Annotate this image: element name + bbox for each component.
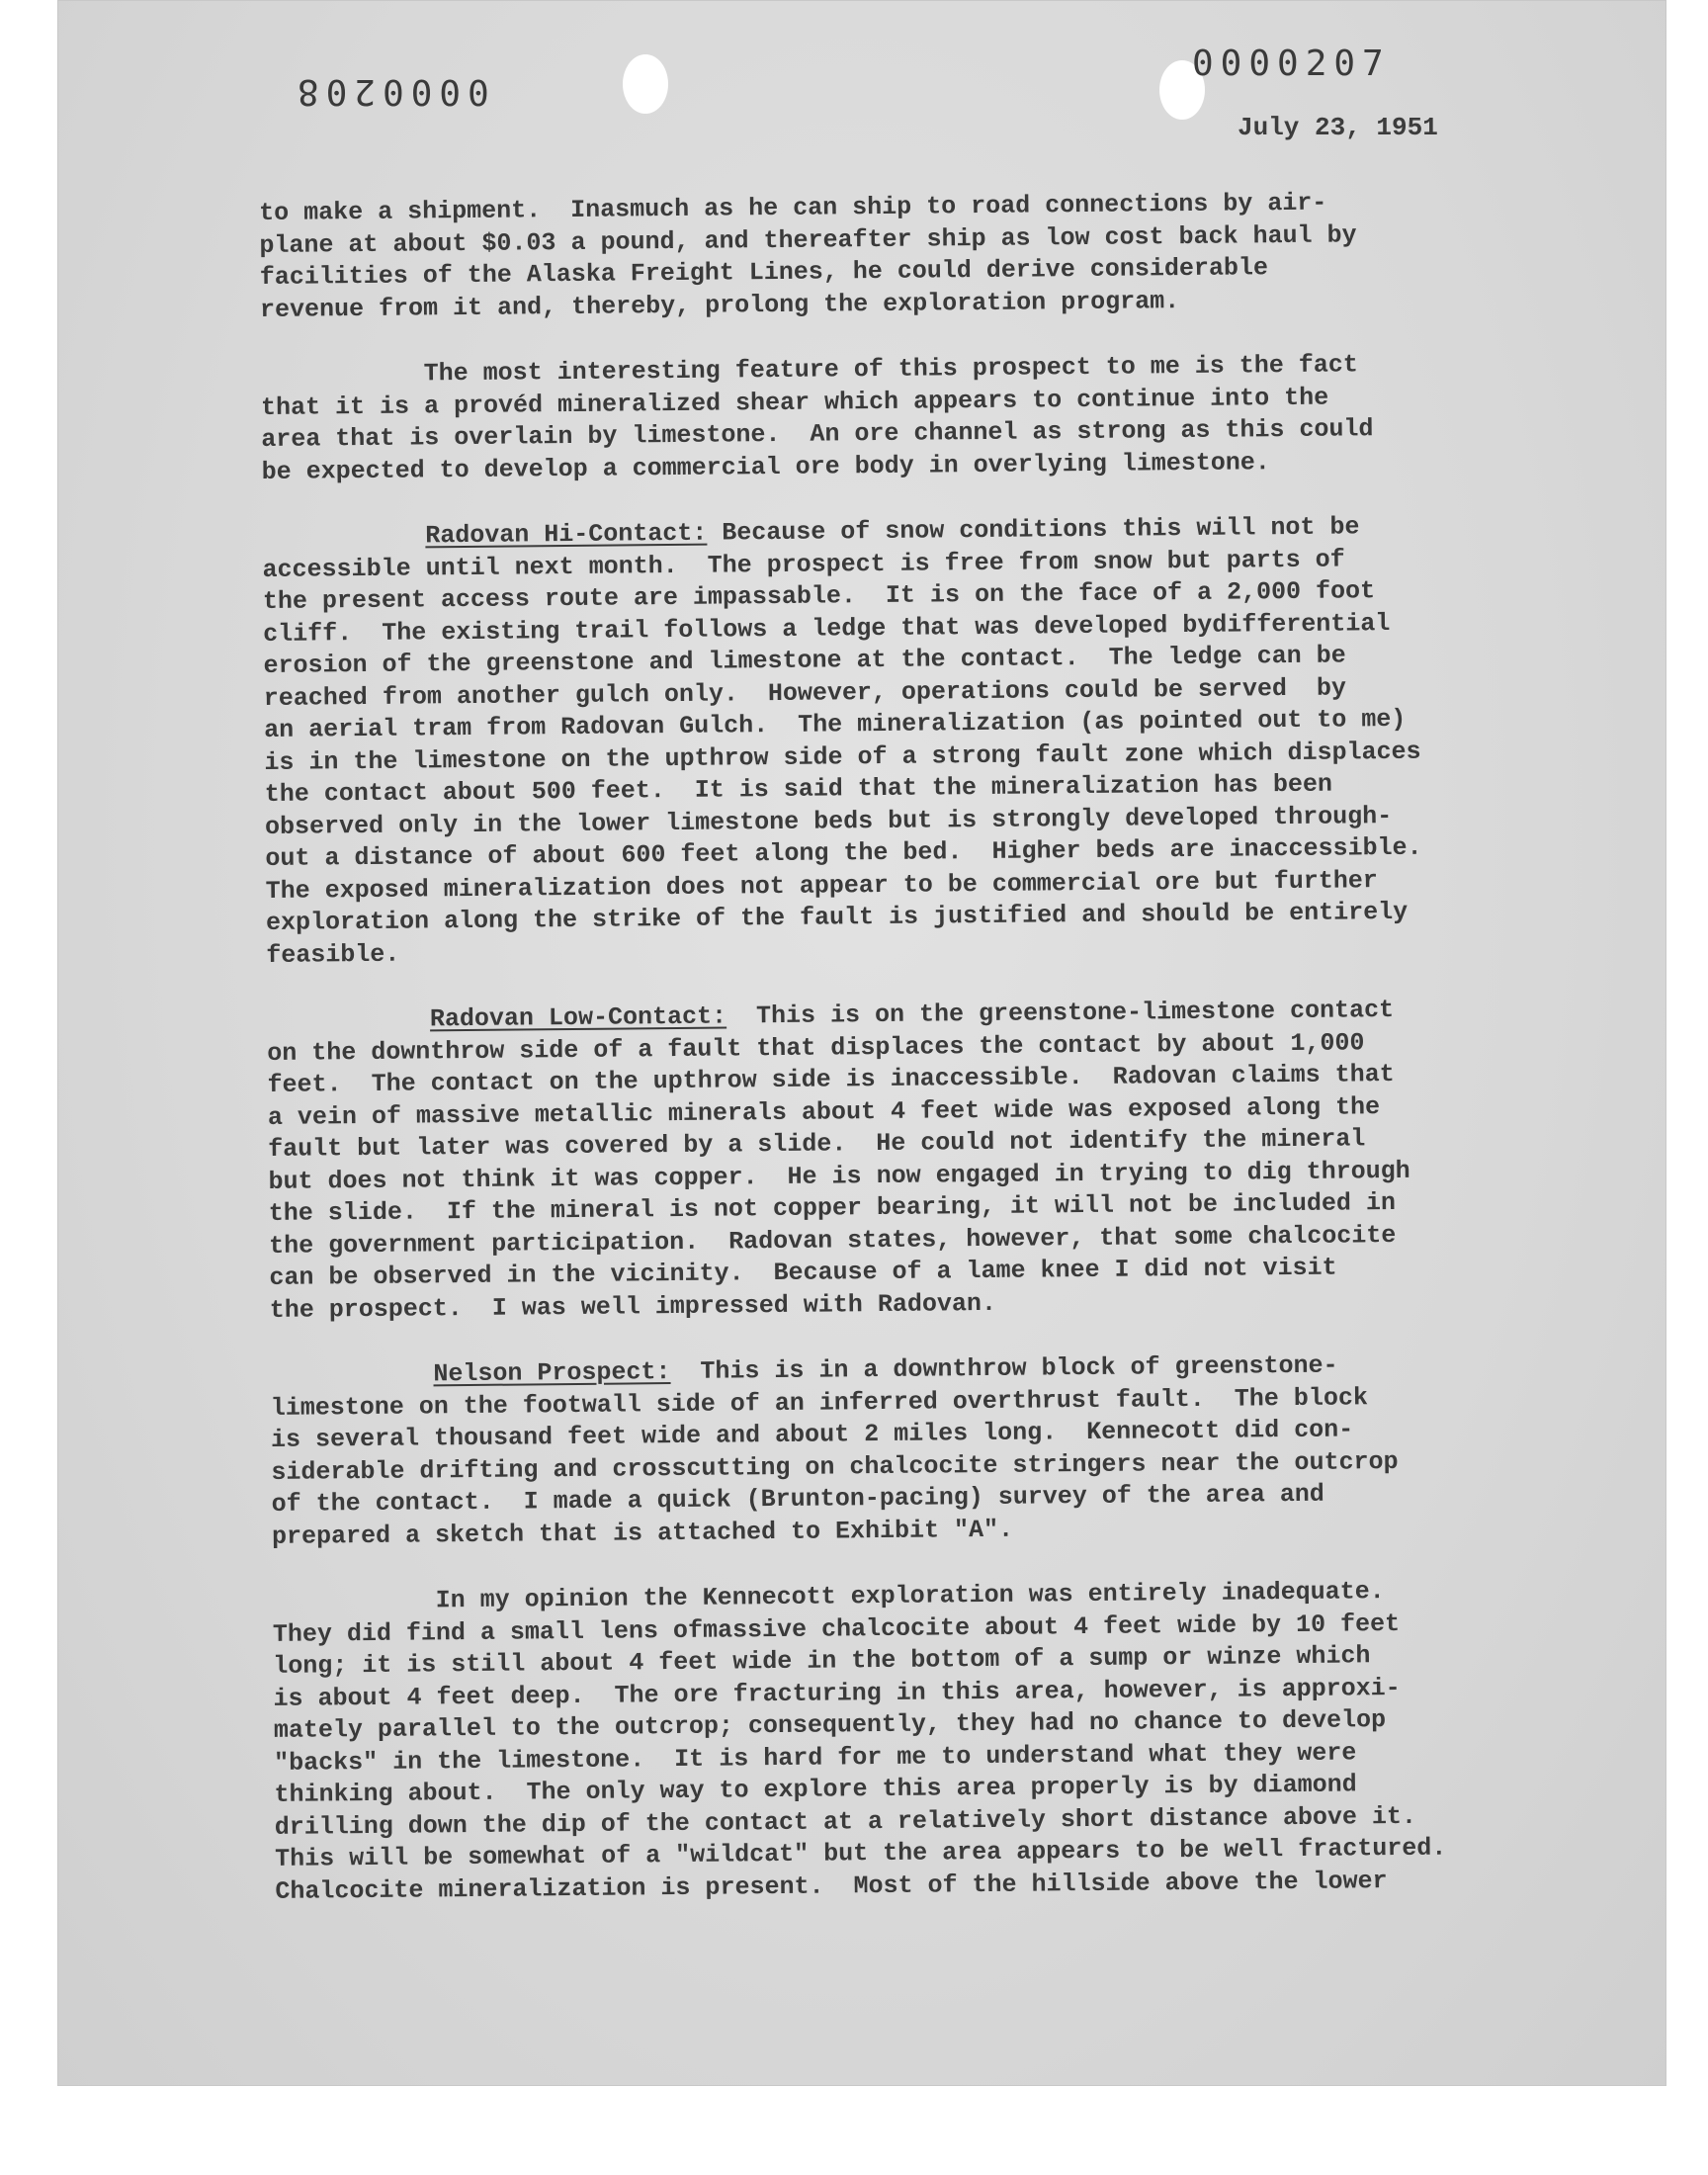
punch-hole-left [623,54,668,114]
line-text: This will be somewhat of a "wildcat" but the area appears to be well fractured. [274,1833,1447,1873]
line-text: an aerial tram from Radovan Gulch. The mineralization (as pointed out to me) [264,704,1407,744]
line-text: the prospect. I was well impressed with Radovan. [269,1288,997,1325]
line-text: Because of snow conditions this will not be [707,512,1360,548]
line-text: the present access route are impassable. It is on the face of a 2,000 foot [262,576,1376,616]
letter-body [259,185,1571,1941]
line-text: long; it is still about 4 feet wide in the bottom of a sump or winze which [273,1641,1371,1681]
line-text: but does not think it was copper. He is now engaged in trying to dig through [268,1156,1410,1196]
line-text: "backs" in the limestone. It is hard for me to understand what they were [274,1737,1357,1778]
line-text: on the downthrow side of a fault that displaces the contact by about 1,000 [267,1027,1365,1068]
paragraph-indent [261,380,424,382]
line-text: exploration along the strike of the fault is justified and should be entirely [265,897,1409,937]
line-text: accessible until next month. The prospect is free from snow but parts of [262,544,1345,584]
line-text: mately parallel to the outcrop; consequently, they had no chance to develop [273,1705,1387,1745]
paragraph-indent [273,1607,436,1609]
line-text: is several thousand feet wide and about 2 miles long. Kennecott did con- [270,1415,1354,1454]
paragraph [262,509,1561,972]
paragraph [261,347,1557,488]
line-text: Chalcocite mineralization is present. Most of the hillside above the lower [275,1866,1388,1906]
line-text: limestone on the footwall side of an inferred overthrust fault. The block [270,1382,1369,1423]
line-text: prepared a sketch that is attached to Exhibit "A". [271,1515,1014,1551]
line-text: to make a shipment. Inasmuch as he can ship to road connections by air- [259,188,1327,227]
line-text: In my opinion the Kennecott exploration was entirely inadequate. [435,1577,1385,1615]
letter-date: July 23, 1951 [1238,113,1438,142]
line-text: fault but later was covered by a slide. He could not identify the mineral [268,1124,1366,1164]
line-text: The most interesting feature of this prospect to me is the fact [423,350,1358,389]
line-text: reached from another gulch only. However, operations could be served by [263,672,1347,713]
line-text: can be observed in the vicinity. Because of a lame knee I did not visit [269,1253,1337,1292]
line-text: is in the limestone on the upthrow side of a strong fault zone which displaces [264,737,1421,777]
line-text: drilling down the dip of the contact at a relatively short distance above it. [274,1801,1417,1842]
paragraph-indent [267,1025,430,1027]
paragraph [272,1574,1570,1908]
line-text: The exposed mineralization does not appear to be commercial ore but further [265,865,1379,906]
section-heading: Nelson Prospect: [433,1357,671,1389]
line-text: the contact about 500 feet. It is said that the mineralization has been [264,769,1333,809]
line-text: a vein of massive metallic minerals about 4 feet wide was exposed along the [267,1091,1381,1132]
line-text: thinking about. The only way to explore this area properly is by diamond [274,1770,1357,1809]
line-text: the government participation. Radovan states, however, that some chalcocite [269,1220,1397,1261]
paragraph [267,993,1565,1327]
line-text: facilities of the Alaska Freight Lines, he could derive considerable [259,253,1269,292]
document-number-stamp-inverted: 0000208 [291,71,489,112]
line-text: area that is overlain by limestone. An ore channel as strong as this could [261,414,1374,454]
line-text: cliff. The existing trail follows a ledge that was developed bydifferential [263,608,1391,649]
line-text: the slide. If the mineral is not copper bearing, it will not be included in [268,1188,1397,1228]
line-text: is about 4 feet deep. The ore fracturing in this area, however, is approxi- [273,1673,1401,1713]
paragraph-indent [262,542,425,544]
line-text: that it is a provéd mineralized shear which appears to continue into the [260,383,1329,422]
section-heading: Radovan Hi-Contact: [425,518,708,551]
line-text: out a distance of about 600 feet along the bed. Higher beds are inaccessible. [265,832,1422,873]
line-text: siderable drifting and crosscutting on chalcocite stringers near the outcrop [271,1446,1399,1487]
line-text: erosion of the greenstone and limestone at the contact. The ledge can be [263,641,1346,680]
line-text: They did find a small lens ofmassive chalcocite about 4 feet wide by 10 feet [272,1609,1401,1649]
section-heading: Radovan Low-Contact: [429,1001,727,1034]
paragraph-indent [270,1380,433,1382]
line-text: This is on the greenstone-limestone contact [726,996,1395,1031]
line-text: revenue from it and, thereby, prolong the exploration program. [259,286,1180,324]
line-text: This is in a downthrow block of greenstone- [670,1350,1338,1387]
line-text: observed only in the lower limestone beds but is strongly developed through- [264,801,1393,841]
line-text: feet. The contact on the upthrow side is inaccessible. Radovan claims that [267,1060,1395,1099]
document-number-stamp: 0000207 [1192,44,1391,84]
paragraph [259,185,1555,326]
line-text: feasible. [266,939,400,970]
line-text: plane at about $0.03 a pound, and thereafter ship as low cost back haul by [259,219,1357,260]
line-text: of the contact. I made a quick (Brunton-pacing) survey of the area and [271,1479,1324,1519]
line-text: be expected to develop a commercial ore body in overlying limestone. [261,447,1270,486]
paragraph [270,1348,1567,1553]
